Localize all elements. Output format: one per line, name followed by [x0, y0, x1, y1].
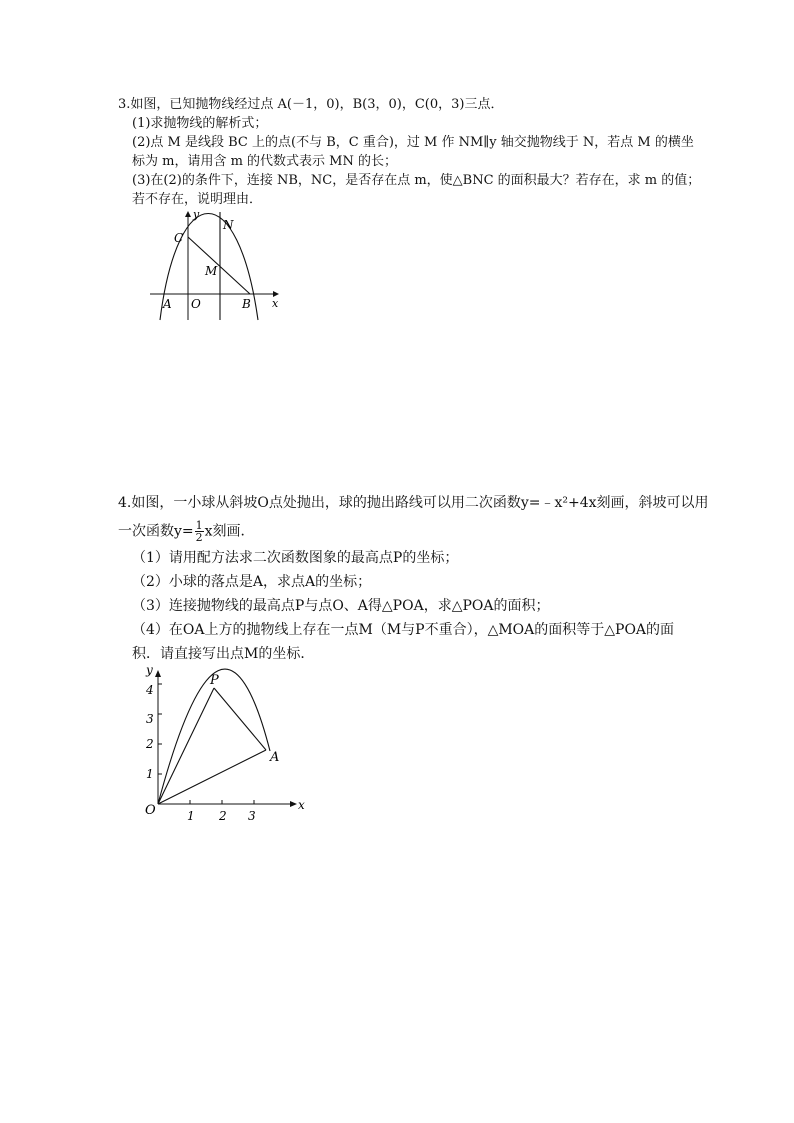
- question-3-figure: [148, 208, 288, 323]
- question-4-stem: 4.如图，一小球从斜坡O点处抛出，球的抛出路线可以用二次函数y=﹣x²+4x刻画，斜坡可以用: [118, 495, 709, 511]
- q4-xtick-label-1: 1: [187, 809, 195, 823]
- q3-label-a: A: [163, 297, 172, 311]
- question-3-part-3a: (3)在(2)的条件下，连接 NB，NC，是否存在点 m，使△BNC 的面积最大？若存在，求 m 的值；: [132, 173, 701, 188]
- question-3-part-1: (1)求抛物线的解析式；: [132, 116, 268, 131]
- question-4-part-4a: （4）在OA上方的抛物线上存在一点M（M与P不重合），△MOA的面积等于△POA的面: [132, 622, 675, 638]
- q3-line-bc: [188, 237, 250, 294]
- question-4-part-2: （2）小球的落点是A，求点A的坐标；: [132, 574, 372, 590]
- q3-label-c: C: [174, 231, 184, 245]
- q4-xtick-label-3: 3: [248, 809, 256, 823]
- fraction-denominator: 2: [195, 531, 203, 544]
- fraction-one-half: [195, 520, 204, 543]
- q4-label-a: A: [270, 750, 280, 765]
- q4-line-pa: [214, 688, 266, 750]
- question-4-line-function: [118, 520, 718, 543]
- q4-x-arrow: [290, 801, 297, 807]
- question-4-part-4b: 积．请直接写出点M的坐标．: [132, 646, 315, 662]
- question-3-part-2a: (2)点 M 是线段 BC 上的点(不与 B，C 重合)，过 M 作 NM∥y 轴交抛物线于 N，若点 M 的横坐: [132, 135, 694, 150]
- q3-label-b: B: [242, 297, 251, 311]
- q4-label-p: P: [210, 673, 219, 688]
- q3-label-m: M: [205, 264, 218, 278]
- q4-line-oa: [158, 750, 266, 804]
- q4-ytick-label-4: 4: [146, 683, 154, 697]
- question-3-part-2b: 标为 m，请用含 m 的代数式表示 MN 的长；: [132, 154, 398, 169]
- q3-label-n: N: [223, 218, 234, 232]
- q4-ytick-label-3: 3: [146, 712, 154, 726]
- q4-label-x: x: [298, 798, 305, 812]
- question-3-stem: 3.如图，已知抛物线经过点 A(－1，0)，B(3，0)，C(0，3)三点．: [118, 97, 504, 112]
- question-4: [118, 492, 718, 665]
- fraction-numerator: 1: [195, 519, 203, 532]
- q4-parabola: [158, 669, 270, 804]
- question-3-part-3b: 若不存在，说明理由．: [132, 192, 263, 207]
- q3-label-y: y: [193, 208, 200, 221]
- q4-xtick-label-2: 2: [219, 809, 227, 823]
- question-3: [118, 95, 718, 209]
- q4-label-y: y: [146, 663, 153, 677]
- q4-ytick-label-1: 1: [146, 767, 154, 781]
- q3-y-arrow: [185, 211, 191, 217]
- question-4-line2-post: x刻画．: [204, 523, 255, 540]
- question-4-line2-pre: 一次函数y=: [118, 523, 194, 540]
- q4-ytick-label-2: 2: [146, 737, 154, 751]
- question-4-figure: [140, 660, 315, 825]
- q3-label-o: O: [191, 297, 201, 311]
- question-4-part-1: （1）请用配方法求二次函数图象的最高点P的坐标；: [132, 550, 459, 566]
- q4-y-arrow: [155, 670, 161, 677]
- q3-label-x: x: [272, 297, 279, 310]
- question-4-part-3: （3）连接抛物线的最高点P与点O、A得△POA，求△POA的面积；: [132, 598, 550, 614]
- q4-label-o: O: [145, 803, 156, 818]
- q4-line-op: [158, 688, 214, 804]
